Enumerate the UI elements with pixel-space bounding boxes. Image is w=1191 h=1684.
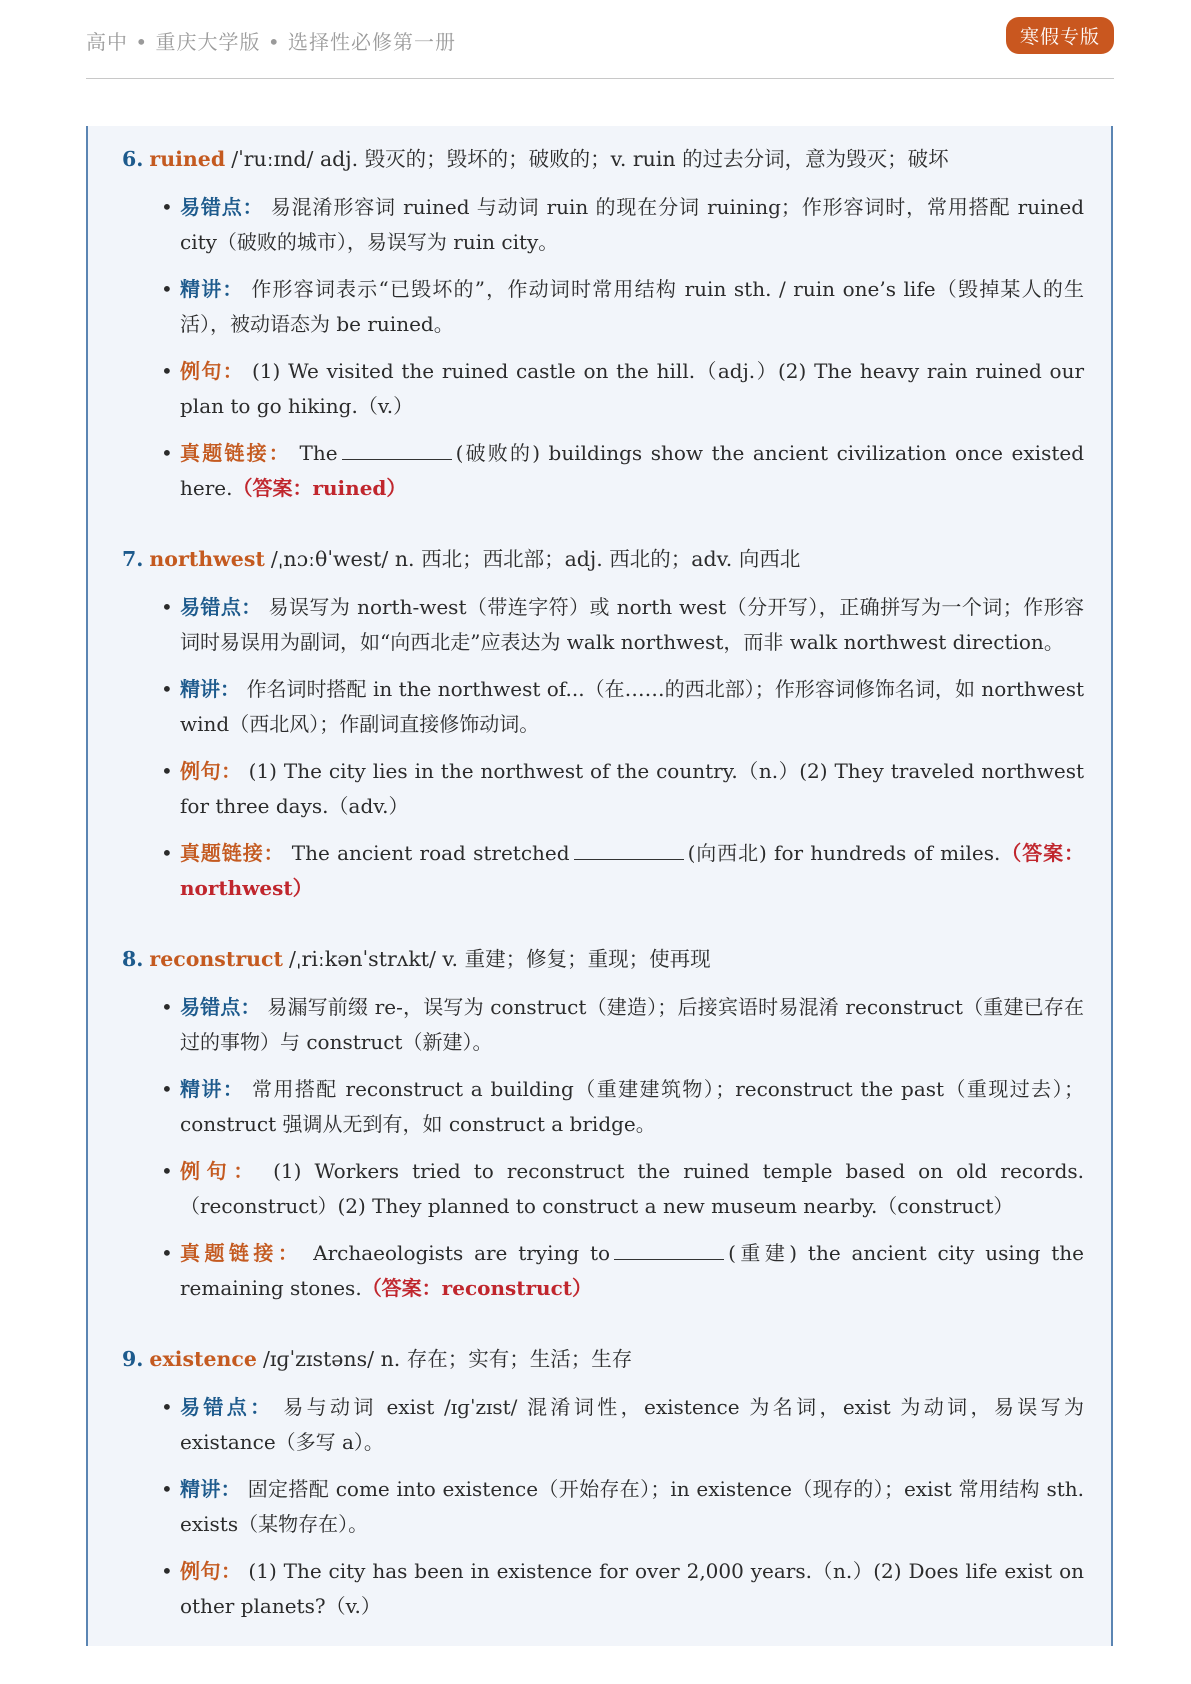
bullet-dot: • — [161, 841, 173, 865]
entry-heading — [122, 544, 1084, 574]
exam-link-item — [122, 436, 1084, 506]
bullet-dot: • — [161, 1395, 173, 1419]
entry-heading — [122, 944, 1084, 974]
exam-answer: （答案：ruined） — [232, 476, 407, 500]
bullet-dot: • — [161, 1477, 173, 1501]
example-label: 例句： — [180, 359, 245, 383]
example-label: 例句： — [180, 759, 242, 783]
explain-item — [122, 272, 1084, 342]
edition-badge: 寒假专版 — [1006, 17, 1114, 54]
exam-link-label: 真题链接： — [180, 841, 285, 865]
entry-heading — [122, 144, 1084, 174]
explain-label: 精讲： — [180, 1077, 245, 1101]
vocab-entry — [122, 144, 1084, 506]
exam-link-label: 真题链接： — [180, 441, 291, 465]
entry-definition: /ˈruːɪnd/ adj. 毁灭的；毁坏的；破败的；v. ruin 的过去分词，意为毁灭；破坏 — [231, 147, 949, 171]
exam-link-post: (重建) the ancient city using the remaining stones. — [180, 1241, 1085, 1300]
entry-word: ruined — [149, 147, 226, 171]
exam-link-item — [122, 1236, 1084, 1306]
mistake-item — [122, 1390, 1084, 1460]
explain-text: 常用搭配 reconstruct a building（重建建筑物）；reconstruct the past（重现过去）；construct 强调从无到有，如 construct a bridge。 — [180, 1077, 1084, 1136]
mistake-item — [122, 190, 1084, 260]
entry-definition: /ˌriːkənˈstrʌkt/ v. 重建；修复；重现；使再现 — [288, 947, 711, 971]
bullet-dot: • — [161, 1077, 173, 1101]
exam-link-label: 真题链接： — [180, 1241, 303, 1265]
example-text: (1) We visited the ruined castle on the hill.（adj.）(2) The heavy rain ruined our plan to go hiking.（v.） — [180, 359, 1085, 418]
bullet-dot: • — [161, 195, 173, 219]
mistake-text: 易与动词 exist /ɪɡˈzɪst/ 混淆词性，existence 为名词，exist 为动词，易误写为 existance（多写 a）。 — [180, 1395, 1084, 1454]
example-label: 例句： — [180, 1559, 242, 1583]
answer-blank — [614, 1241, 724, 1260]
entry-number: 8. — [122, 947, 144, 971]
mistake-item — [122, 990, 1084, 1060]
exam-answer: （答案：northwest） — [180, 841, 1085, 900]
exam-link-post: (破败的) buildings show the ancient civilization once existed here. — [180, 441, 1085, 500]
bullet-dot: • — [161, 441, 173, 465]
example-text: (1) The city has been in existence for over 2,000 years.（n.）(2) Does life exist on other planets?（v.） — [180, 1559, 1085, 1618]
example-item — [122, 1154, 1084, 1224]
exam-link-pre: Archaeologists are trying to — [313, 1241, 611, 1265]
entry-number: 7. — [122, 547, 144, 571]
answer-blank — [574, 841, 684, 860]
explain-label: 精讲： — [180, 1477, 241, 1501]
exam-link-pre: The — [299, 441, 338, 465]
mistake-text: 易漏写前缀 re-，误写为 construct（建造）；后接宾语时易混淆 reconstruct（重建已存在过的事物）与 construct（新建）。 — [180, 995, 1084, 1054]
example-item — [122, 1554, 1084, 1624]
bullet-dot: • — [161, 1241, 173, 1265]
bullet-dot: • — [161, 359, 173, 383]
explain-text: 作形容词表示“已毁坏的”，作动词时常用结构 ruin sth. / ruin one’s life（毁掉某人的生活），被动语态为 be ruined。 — [180, 277, 1085, 336]
answer-blank — [342, 441, 452, 460]
explain-text: 固定搭配 come into existence（开始存在）；in existence（现存的）；exist 常用结构 sth. exists（某物存在）。 — [180, 1477, 1085, 1536]
explain-item — [122, 1072, 1084, 1142]
exam-link-pre: The ancient road stretched — [291, 841, 570, 865]
entry-heading — [122, 1344, 1084, 1374]
mistake-text: 易混淆形容词 ruined 与动词 ruin 的现在分词 ruining；作形容词时，常用搭配 ruined city（破败的城市），易误写为 ruin city。 — [180, 195, 1085, 254]
entry-number: 6. — [122, 147, 144, 171]
mistake-label: 易错点： — [180, 195, 264, 219]
vocabulary-card — [86, 126, 1113, 1646]
example-item — [122, 754, 1084, 824]
entry-word: reconstruct — [149, 947, 283, 971]
bullet-dot: • — [161, 677, 173, 701]
bullet-dot: • — [161, 995, 173, 1019]
bullet-dot: • — [161, 759, 173, 783]
bullet-dot: • — [161, 1159, 173, 1183]
explain-label: 精讲： — [180, 277, 244, 301]
mistake-label: 易错点： — [180, 595, 262, 619]
mistake-label: 易错点： — [180, 1395, 274, 1419]
exam-link-post: (向西北) for hundreds of miles. — [687, 841, 1001, 865]
explain-text: 作名词时搭配 in the northwest of...（在……的西北部）；作形容词修饰名词，如 northwest wind（西北风）；作副词直接修饰动词。 — [180, 677, 1085, 736]
exam-link-item — [122, 836, 1084, 906]
exam-answer: （答案：reconstruct） — [361, 1276, 592, 1300]
explain-label: 精讲： — [180, 677, 241, 701]
mistake-item — [122, 590, 1084, 660]
entry-word: existence — [149, 1347, 257, 1371]
vocab-entry — [122, 1344, 1084, 1624]
bullet-dot: • — [161, 595, 173, 619]
example-label: 例句： — [180, 1159, 261, 1183]
bullet-dot: • — [161, 1559, 173, 1583]
page-header — [86, 22, 1114, 79]
entry-number: 9. — [122, 1347, 144, 1371]
vocab-entry — [122, 944, 1084, 1306]
entry-definition: /ˌnɔːθˈwest/ n. 西北；西北部；adj. 西北的；adv. 向西北 — [270, 547, 801, 571]
entry-definition: /ɪɡˈzɪstəns/ n. 存在；实有；生活；生存 — [262, 1347, 633, 1371]
explain-item — [122, 1472, 1084, 1542]
explain-item — [122, 672, 1084, 742]
entry-word: northwest — [149, 547, 265, 571]
example-text: (1) The city lies in the northwest of the country.（n.）(2) They traveled northwest for three days.（adv.） — [180, 759, 1085, 818]
vocab-entry — [122, 544, 1084, 906]
bullet-dot: • — [161, 277, 173, 301]
example-text: (1) Workers tried to reconstruct the ruined temple based on old records.（reconstruct）(2) They planned to construct a new museum nearby.（construct） — [180, 1159, 1085, 1218]
mistake-label: 易错点： — [180, 995, 261, 1019]
example-item — [122, 354, 1084, 424]
mistake-text: 易误写为 north-west（带连字符）或 north west（分开写），正确拼写为一个词；作形容词时易误用为副词，如“向西北走”应表达为 walk northwest，而非 walk northwest direction。 — [180, 595, 1085, 654]
header-title: 高中 • 重庆大学版 • 选择性必修第一册 — [86, 30, 457, 54]
